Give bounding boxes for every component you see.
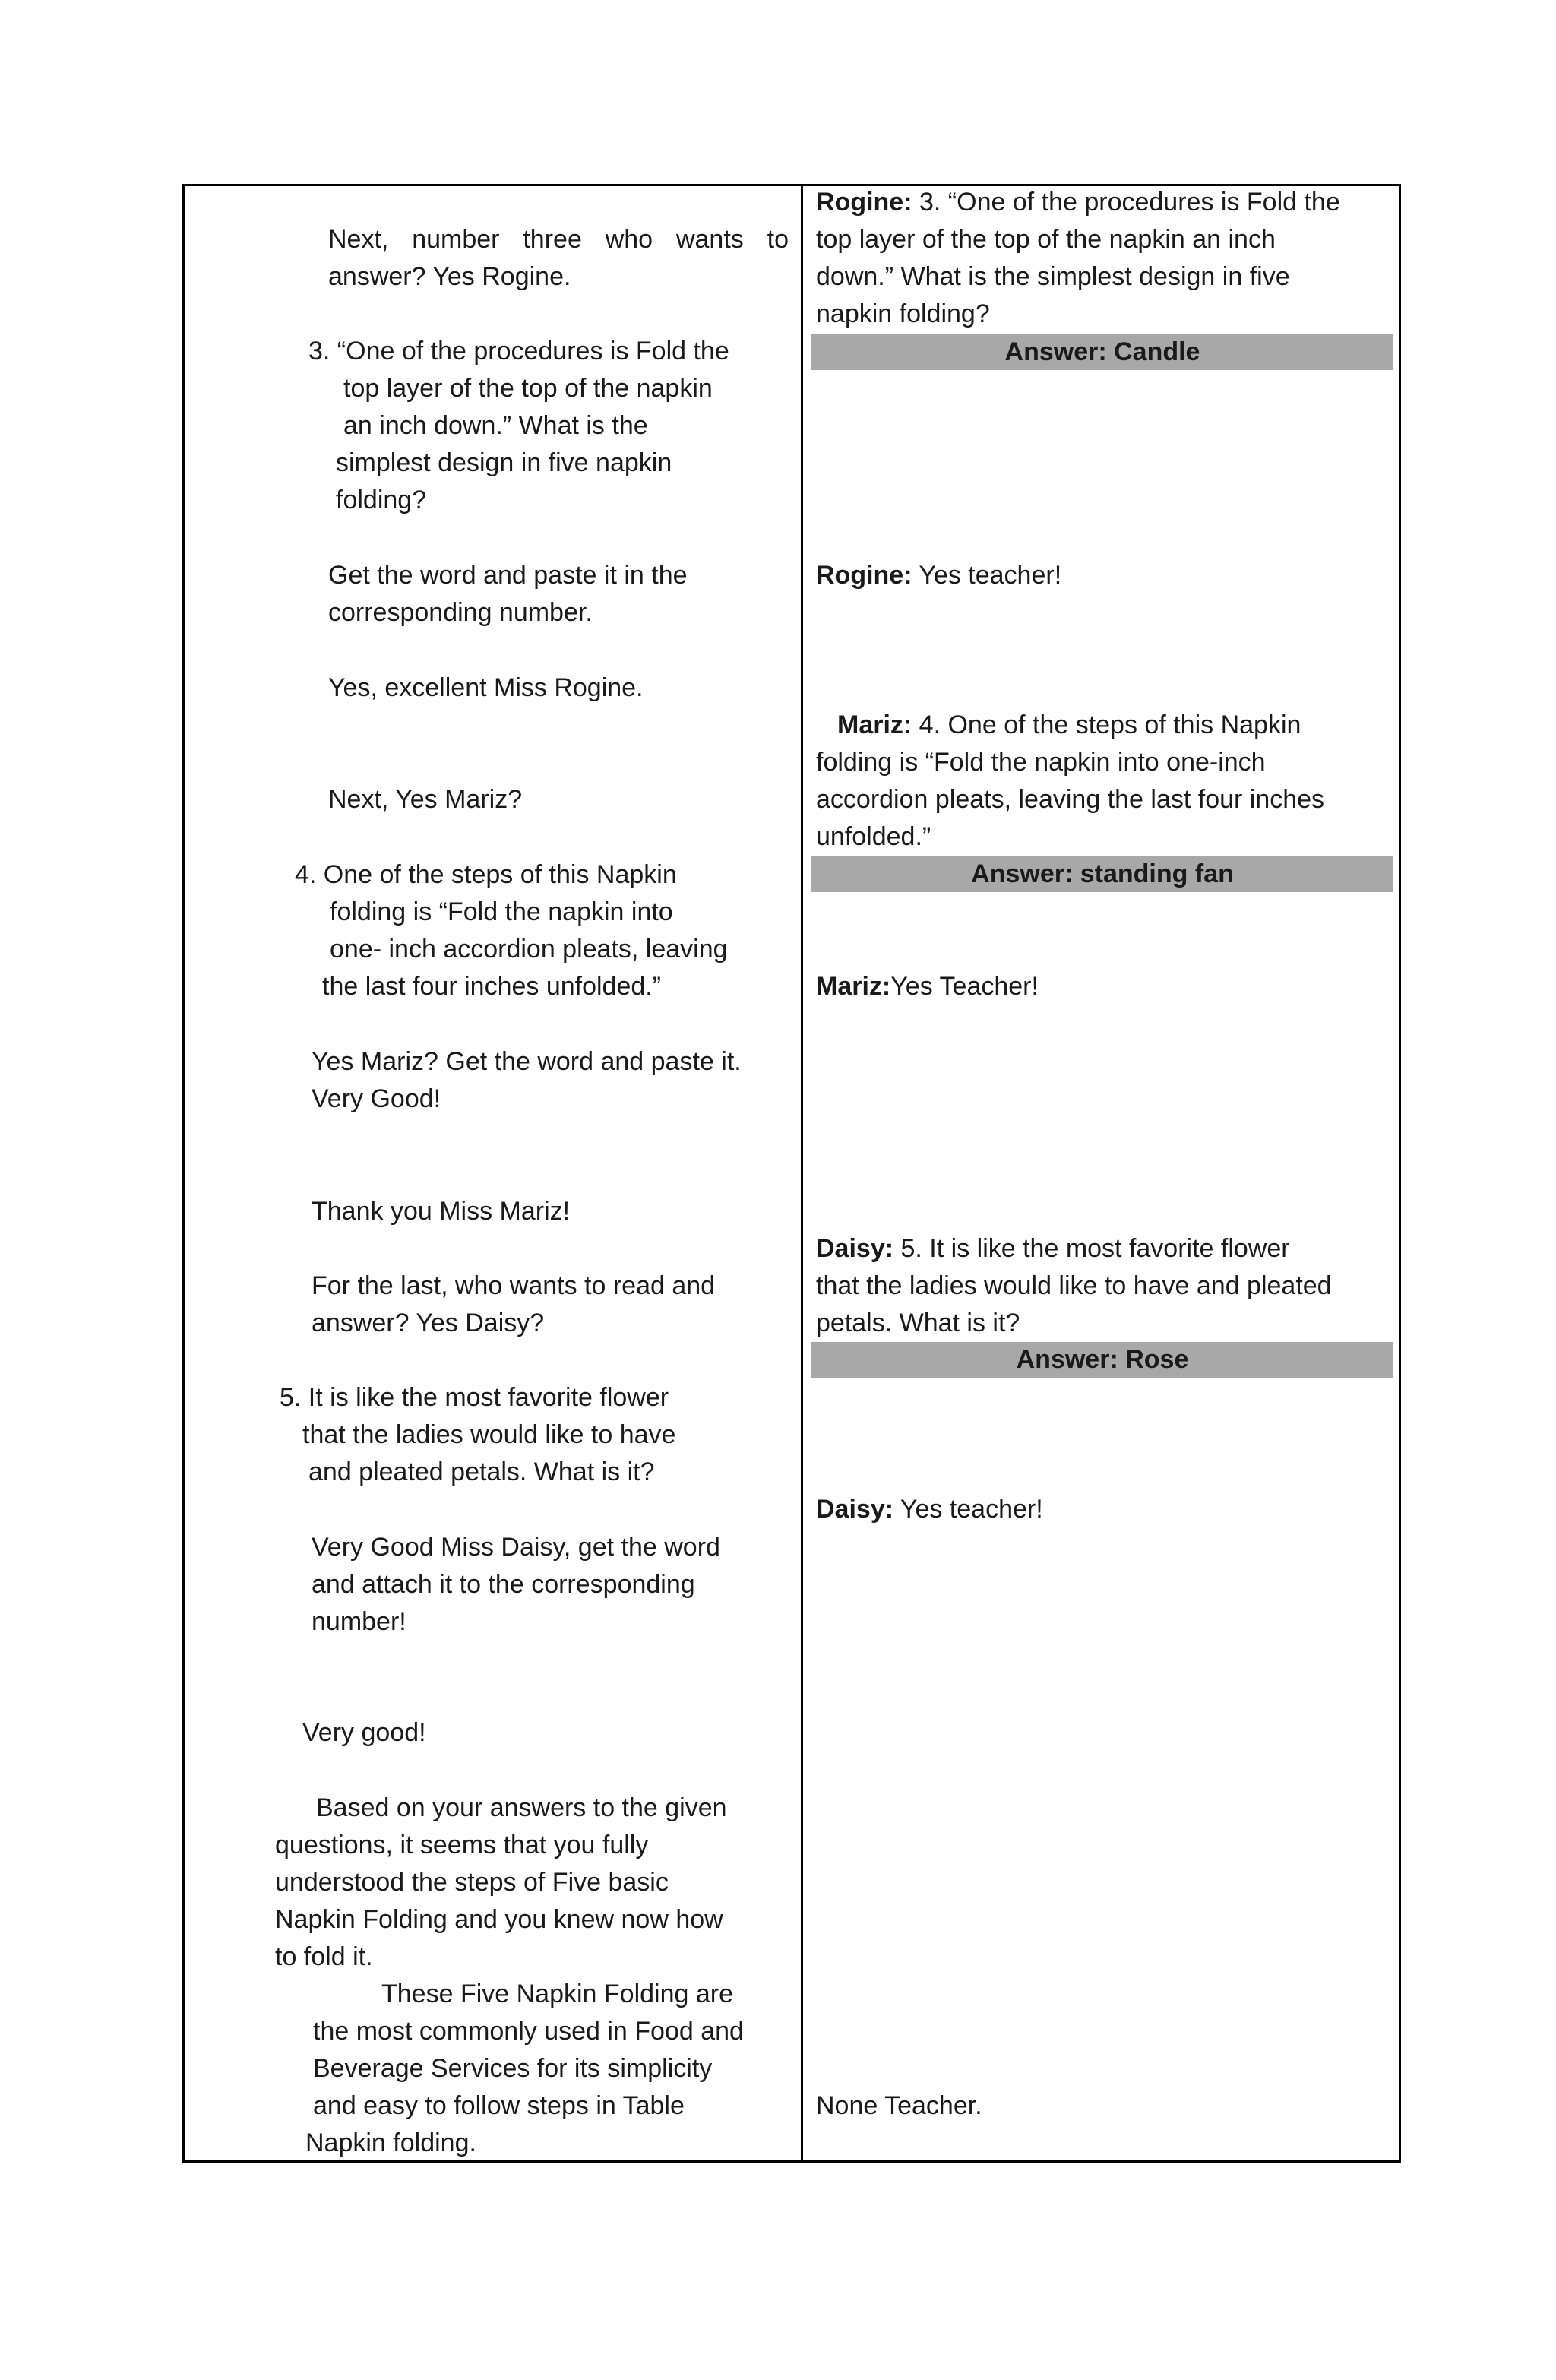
summary-line: Napkin Folding and you knew now how [275, 1905, 723, 1934]
q5-question-line: 5. It is like the most favorite flower [280, 1383, 669, 1412]
daisy-question-line: Daisy: 5. It is like the most favorite flower [816, 1234, 1290, 1263]
mariz-reply: Mariz:Yes Teacher! [816, 972, 1039, 1001]
q3-question-line: 3. “One of the procedures is Fold the [308, 337, 729, 366]
answer-candle-bar: Answer: Candle [811, 334, 1393, 370]
q5-intro-line: For the last, who wants to read and [312, 1271, 716, 1300]
q5-instruction-line: Very Good Miss Daisy, get the word [312, 1533, 720, 1562]
daisy-reply: Daisy: Yes teacher! [816, 1495, 1043, 1524]
daisy-question-line: petals. What is it? [816, 1309, 1020, 1337]
closing-line: Napkin folding. [305, 2128, 476, 2157]
daisy-question-line: that the ladies would like to have and pleated [816, 1271, 1332, 1300]
rogine-question-line: top layer of the top of the napkin an inch [816, 225, 1276, 254]
q4-question-line: the last four inches unfolded.” [322, 972, 662, 1001]
mariz-question-line: unfolded.” [816, 822, 931, 851]
closing-line: and easy to follow steps in Table [313, 2091, 685, 2120]
speaker-name: Mariz: [837, 711, 912, 739]
q4-intro: Next, Yes Mariz? [328, 785, 523, 814]
mariz-question-line: Mariz: 4. One of the steps of this Napkin [837, 711, 1301, 739]
q3-question-line: folding? [336, 486, 427, 514]
closing-line: These Five Napkin Folding are [381, 1980, 734, 2008]
answer-standing-fan-bar: Answer: standing fan [811, 856, 1393, 892]
speaker-name: Daisy: [816, 1495, 894, 1524]
answer-rose-bar: Answer: Rose [811, 1342, 1393, 1378]
rogine-reply: Rogine: Yes teacher! [816, 561, 1062, 590]
summary-line: Based on your answers to the given [316, 1793, 727, 1822]
column-divider [801, 184, 803, 2163]
q5-question-line: that the ladies would like to have [302, 1420, 676, 1449]
q5-instruction-line: number! [312, 1607, 406, 1636]
none-reply: None Teacher. [816, 2091, 982, 2120]
q4-question-line: one- inch accordion pleats, leaving [330, 935, 728, 964]
q3-intro-line: Next, number three who wants to [328, 225, 789, 254]
mariz-question-line: folding is “Fold the napkin into one-inch [816, 748, 1266, 777]
speaker-name: Mariz: [816, 972, 891, 1001]
q3-instruction-line: Get the word and paste it in the [328, 561, 688, 590]
closing-line: Beverage Services for its simplicity [313, 2054, 713, 2083]
speaker-name: Rogine: [816, 561, 912, 590]
q3-question-line: top layer of the top of the napkin [343, 374, 713, 403]
rogine-question-line: down.” What is the simplest design in five [816, 262, 1290, 291]
q3-question-line: an inch down.” What is the [343, 411, 648, 440]
q3-instruction-line: corresponding number. [328, 598, 593, 627]
q5-question-line: and pleated petals. What is it? [308, 1457, 655, 1486]
summary-line: understood the steps of Five basic [275, 1868, 669, 1897]
mariz-question-line: accordion pleats, leaving the last four inches [816, 785, 1325, 814]
q4-thanks: Thank you Miss Mariz! [312, 1197, 571, 1226]
summary-line: questions, it seems that you fully [275, 1831, 649, 1859]
q3-intro-line: answer? Yes Rogine. [328, 262, 571, 291]
q4-instruction-line: Yes Mariz? Get the word and paste it. [312, 1047, 742, 1076]
summary-line: to fold it. [275, 1942, 373, 1971]
speaker-name: Daisy: [816, 1234, 894, 1263]
rogine-question-line: Rogine: 3. “One of the procedures is Fold the [816, 188, 1340, 217]
q3-praise: Yes, excellent Miss Rogine. [328, 673, 644, 702]
closing-line: the most commonly used in Food and [313, 2017, 744, 2046]
q4-question-line: folding is “Fold the napkin into [330, 897, 673, 926]
q4-instruction-line: Very Good! [312, 1084, 441, 1113]
q4-question-line: 4. One of the steps of this Napkin [295, 860, 677, 889]
q5-instruction-line: and attach it to the corresponding [312, 1570, 695, 1599]
very-good: Very good! [302, 1718, 426, 1747]
q3-question-line: simplest design in five napkin [336, 448, 672, 477]
rogine-question-line: napkin folding? [816, 299, 990, 328]
speaker-name: Rogine: [816, 188, 912, 217]
q5-intro-line: answer? Yes Daisy? [312, 1309, 545, 1337]
